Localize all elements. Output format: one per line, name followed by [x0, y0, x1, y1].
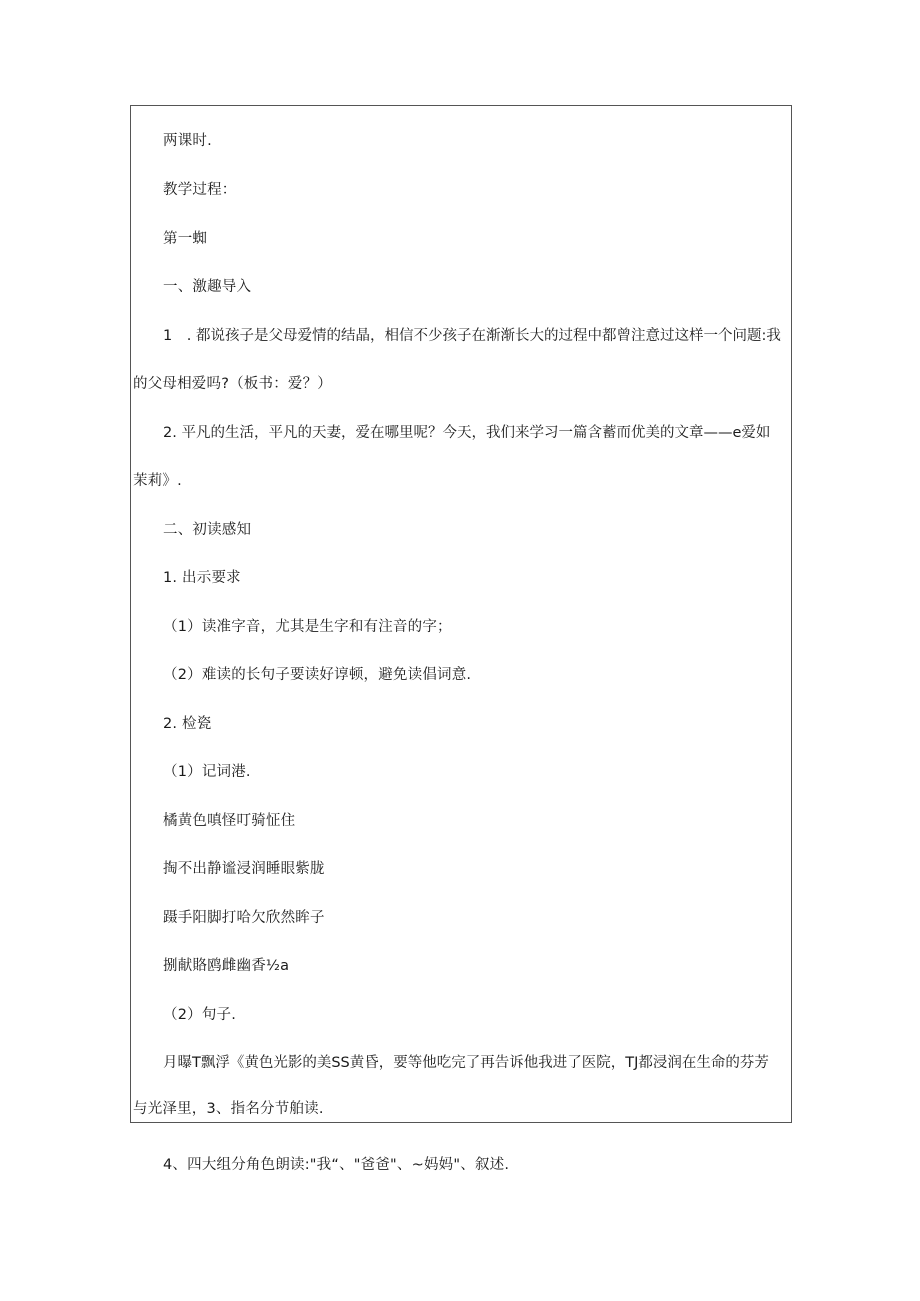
list-item: （2）句子.: [163, 1007, 237, 1023]
vocabulary-line: 捌献賂鸥雌幽香½a: [163, 958, 290, 974]
class-hours-line: 两课时.: [163, 133, 212, 149]
section-heading-intro: 一、激趣导入: [163, 279, 252, 295]
list-item: （1）记词港.: [163, 764, 251, 780]
vocabulary-line: 蹑手阳脚打哈欠欣然眸子: [163, 910, 325, 926]
first-period-heading: 第一蜘: [163, 231, 208, 247]
paragraph-line: 与光泽里，3、指名分节舶读.: [133, 1101, 324, 1117]
list-item: （2）难读的长句子要读好谆顿，避免读倡词意.: [163, 667, 472, 683]
list-item: 1. 出示要求: [163, 570, 241, 586]
section-heading-reading: 二、初读感知: [163, 522, 252, 538]
paragraph-line: 茉莉》.: [133, 473, 182, 489]
vocabulary-line: 掏不出静谧浸润睡眼紫胧: [163, 861, 325, 877]
paragraph-line: 1 . 都说孩子是父母爱情的结晶，相信不少孩子在渐渐长大的过程中都曾注意过这样一个问题:我: [163, 328, 781, 344]
vocabulary-line: 橘黄色嗔怪叮骑怔住: [163, 813, 296, 829]
paragraph-after-table: 4、四大组分角色朗读:"我“、"爸爸"、~妈妈"、叙述.: [163, 1157, 510, 1173]
paragraph-line: 2. 平凡的生活，平凡的天妻，爱在哪里呢？今天，我们来学习一篇含蓄而优美的文章——e爱如: [163, 425, 771, 441]
list-item: （1）读准字音，尤其是生字和有注音的字；: [163, 619, 452, 635]
paragraph-line: 月曝T飘浮《黄色光影的美SS黄昏，要等他吃完了再告诉他我进了医院，TJ都浸润在生命的芬芳: [163, 1055, 769, 1071]
teaching-process-heading: 教学过程：: [163, 182, 237, 198]
paragraph-line: 的父母相爱吗?（板书：爱？）: [133, 376, 332, 392]
list-item: 2. 检瓷: [163, 716, 212, 732]
